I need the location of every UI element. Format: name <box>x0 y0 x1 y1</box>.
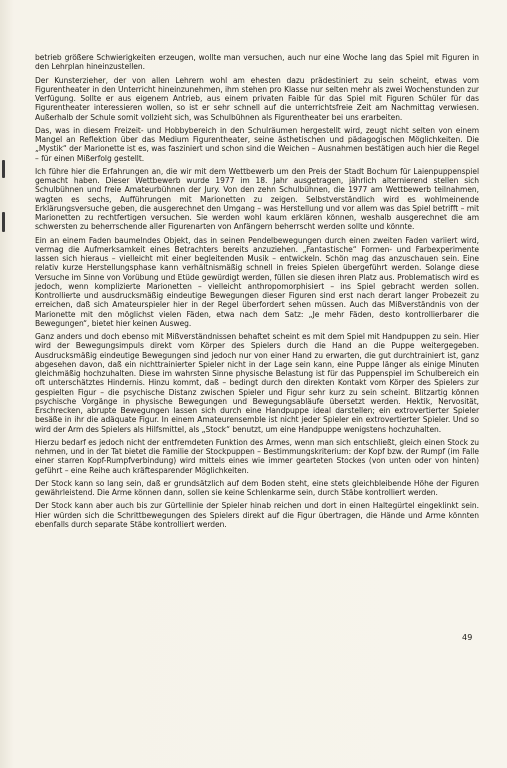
binding-edge-mark <box>2 160 5 178</box>
paragraph: Der Stock kann aber auch bis zur Gürtellinie der Spieler hinab reichen und dort in einen Haltegürtel eingeklinkt sein. Hier würden sich die Schrittbewegungen des Spielers direkt auf die Figur übertragen, die Hände und Arme könnten ebenfalls durch separate Stäbe kontrolliert werden. <box>35 501 479 529</box>
paragraph: Der Kunsterzieher, der von allen Lehrern wohl am ehesten dazu prädestiniert zu sein scheint, etwas vom Figurentheater in den Unterricht hineinzunehmen, ihm stehen pro Klasse nur selten mehr als zwei Wochenstunden zur Verfügung. Sollte er aus eigenem Antrieb, aus einem privaten Faible für das Spiel mit Figuren Schüler für das Figurentheater interessieren wollen, so ist er sehr schnell auf die unterrichtsfreie Zeit am Nachmittag verwiesen. Außerhalb der Schule somit vollzieht sich, was Schulbühnen als Figurentheater bei uns erarbeiten. <box>35 75 479 122</box>
paragraph: Das, was in diesem Freizeit- und Hobbybereich in den Schulräumen hergestellt wird, zeugt nicht selten von einem Mangel an Reflektion über das Medium Figurentheater, seine ästhetischen und pädagogischen Möglichkeiten. Die „Mystik“ der Marionette ist es, was fasziniert und schon sind die Weichen – Ausnahmen bestätigen auch hier die Regel – für einen Mißerfolg gestellt. <box>35 125 479 163</box>
paragraph: Hierzu bedarf es jedoch nicht der entfremdeten Funktion des Armes, wenn man sich entschließt, gleich einen Stock zu nehmen, und in der Tat bietet die Familie der Stockpuppen – Bestimmungskriterium: der Kopf bzw. der Rumpf (im Falle einer starren Kopf-Rumpfverbindung) wird mittels eines wie immer gearteten Stockes (von unten oder von hinten) geführt – eine Reihe auch kräftesparender Möglichkeiten. <box>35 437 479 475</box>
paragraph: Ich führe hier die Erfahrungen an, die wir mit dem Wettbewerb um den Preis der Stadt Bochum für Laienpuppenspiel gemacht haben. Dieser Wettbewerb wurde 1977 im 18. Jahr ausgetragen, jährlich alternierend stellen sich Schulbühnen und freie Amateurbühnen der Jury. Von den zehn Schulbühnen, die 1977 am Wettbewerb teilnahmen, wagten es sechs, Aufführungen mit Marionetten zu zeigen. Selbstverständlich wird es wohlmeinende Erklärungsversuche geben, die ausgerechnet den Umgang – was Herstellung und vor allem was das Spiel betrifft – mit Marionetten zu rechtfertigen versuchen. Sie werden wohl kaum erklären können, weshalb ausgerechnet die am schwersten zu beherrschende aller Figurenarten von Anfängern beherrscht werden sollte und könnte. <box>35 166 479 232</box>
paragraph: betrieb größere Schwierigkeiten erzeugen, wollte man versuchen, auch nur eine Woche lang das Spiel mit Figuren in den Lehrplan hineinzustellen. <box>35 53 479 72</box>
paragraph: Ganz anders und doch ebenso mit Mißverständnissen behaftet scheint es mit dem Spiel mit Handpuppen zu sein. Hier wird der Bewegungsimpuls direkt vom Körper des Spielers durch die Hand an die Puppe weitergegeben. Ausdrucksmäßig eindeutige Bewegungen sind jedoch nur von einer Hand zu erwarten, die gut durchtrainiert ist, ganz abgesehen davon, daß ein nichttrainierter Spieler nicht in der Lage sein kann, eine Puppe länger als einige Minuten gleichmäßig hochzuhalten. Diese im wahrsten Sinne physische Belastung ist für das Puppenspiel im Schulbereich ein oft unterschätztes Hindernis. Hinzu kommt, daß – bedingt durch den direkten Kontakt vom Körper des Spielers zur gespielten Figur – die psychische Distanz zwischen Spieler und Figur sehr kurz zu sein scheint. Blitzartig können psychische Vorgänge in physische Bewegungen und Bewegungsabläufe übersetzt werden. Hektik, Nervosität, Erschrecken, abrupte Bewegungen lassen sich durch eine Handpuppe ideal darstellen; ein extrovertierter Spieler besäße in ihr die adäquate Figur. In einem Amateurensemble ist nicht jeder Spieler ein extrovertierter Spieler. Und so wird der Arm des Spielers als Hilfsmittel, als „Stock“ benutzt, um eine Handpuppe wenigstens hochzuhalten. <box>35 332 479 434</box>
binding-edge-mark <box>2 212 5 232</box>
body-text <box>35 53 479 533</box>
page-number: 49 <box>462 633 473 642</box>
paragraph: Ein an einem Faden baumelndes Objekt, das in seinen Pendelbewegungen durch einen zweiten Faden variiert wird, vermag die Aufmerksamkeit eines Betrachters bereits anzuziehen. „Fantastische“ Formen- und Farbexperimente lassen sich hieraus – vielleicht mit einer begleitenden Musik – entwickeln. Schön mag das anzuschauen sein. Eine relativ kurze Herstellungsphase kann verhältnismäßig schnell in freies Spielen übergeführt werden. Solange diese Versuche im Sinne von Vorübung und Etüde gewürdigt werden, füllen sie diesen ihren Platz aus. Problematisch wird es jedoch, wenn komplizierte Marionetten – vielleicht anthropomorphisiert – ins Spiel gebracht werden sollen. Kontrollierte und ausdrucksmäßig eindeutige Bewegungen dieser Figuren sind erst nach derart langer Probezeit zu erreichen, daß sich Amateurspieler hier in der Regel überfordert sehen müssen. Auch das Mißverständnis von der Marionette mit den möglichst vielen Fäden, etwa nach dem Satz: „Je mehr Fäden, desto kontrollierbarer die Bewegungen“, bietet hier keinen Ausweg. <box>35 235 479 328</box>
paragraph: Der Stock kann so lang sein, daß er grundsätzlich auf dem Boden steht, eine stets gleichbleibende Höhe der Figuren gewährleistend. Die Arme können dann, sollen sie keine Schlenkarme sein, durch Stäbe kontrolliert werden. <box>35 478 479 497</box>
